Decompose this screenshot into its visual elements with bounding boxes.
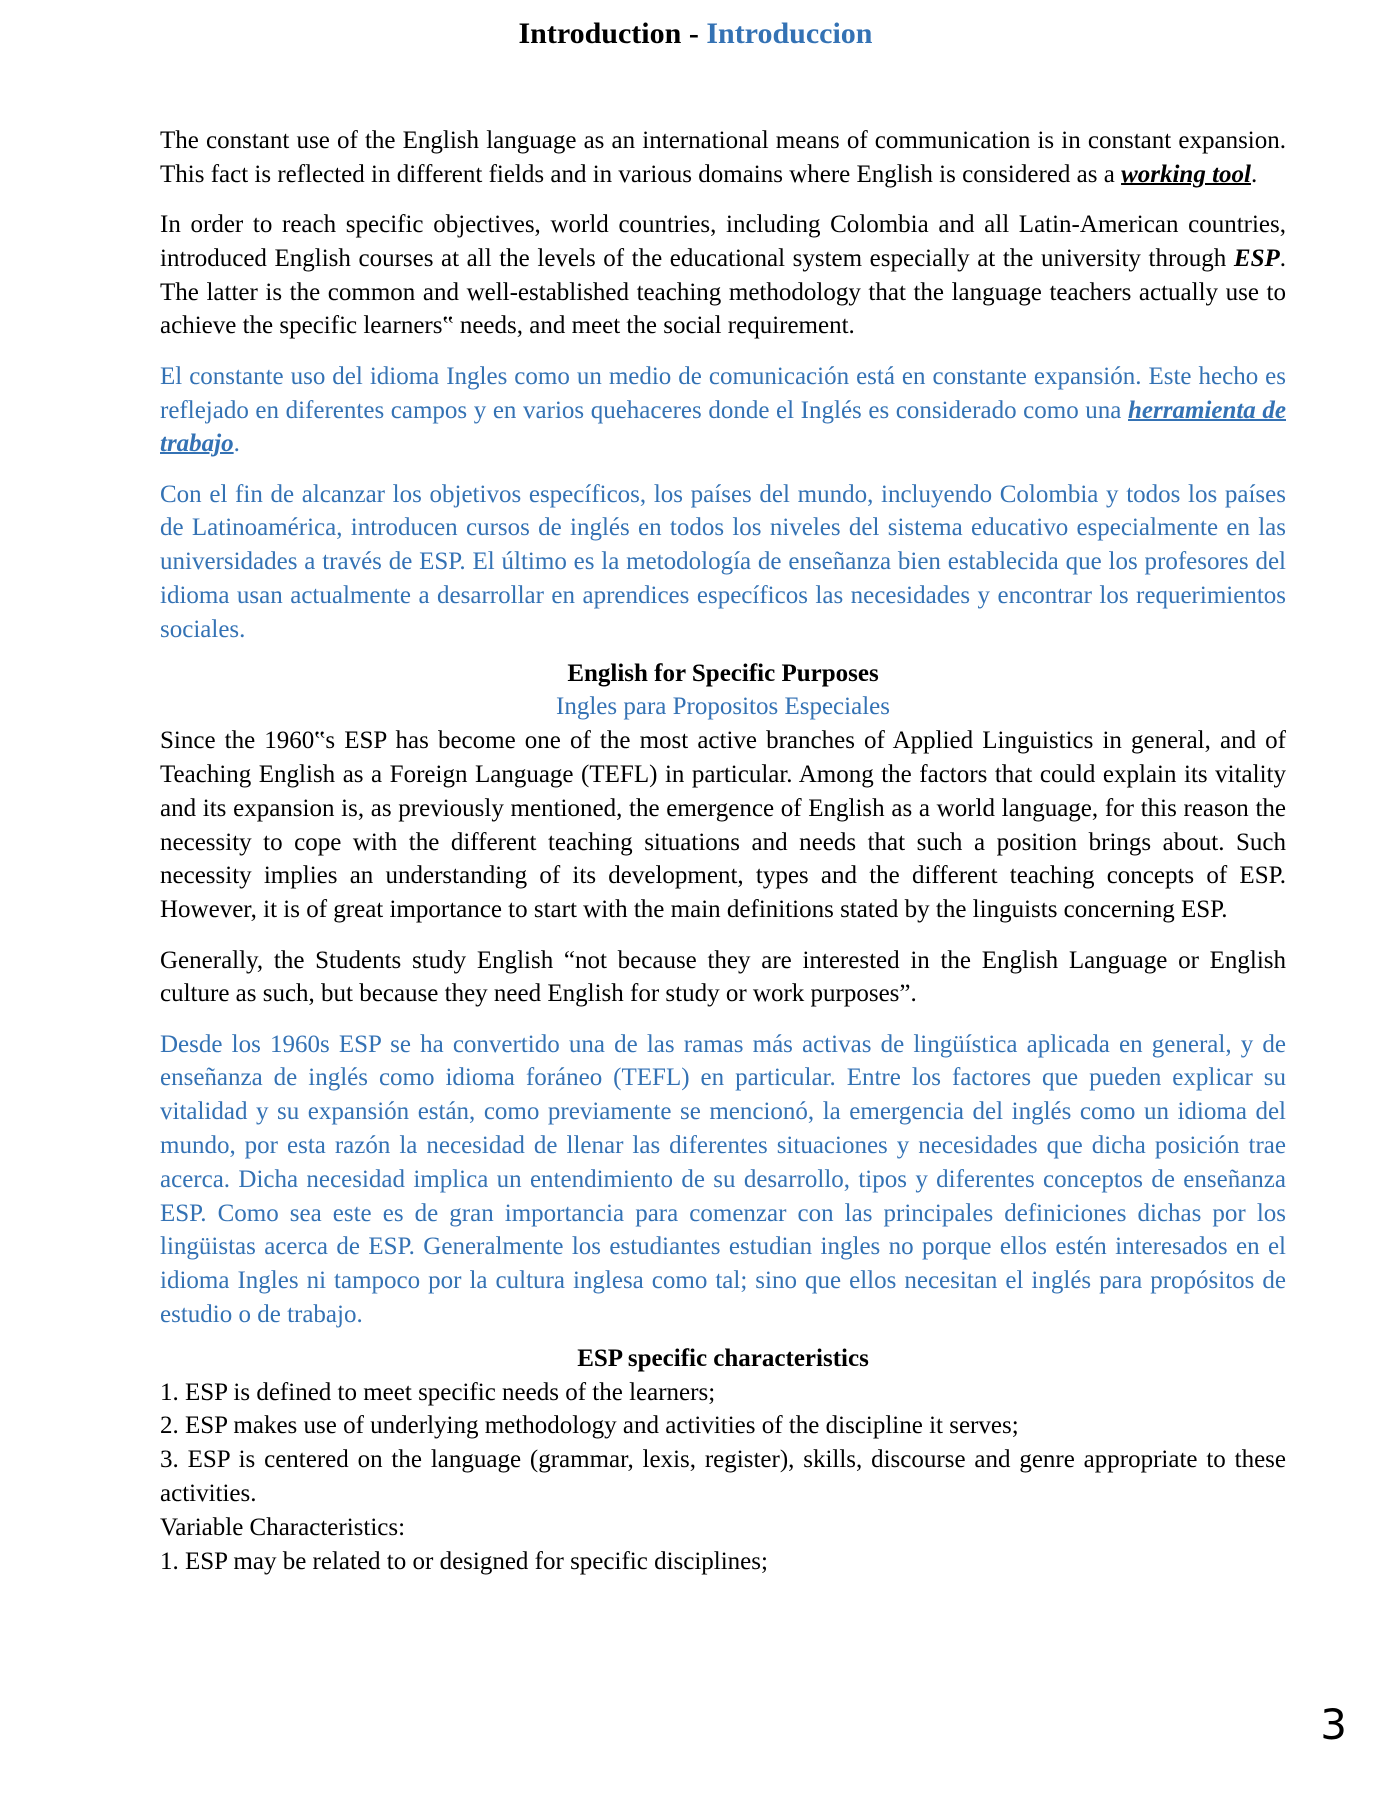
absolute-characteristic-item: 3. ESP is centered on the language (grammar, lexis, register), skills, discourse and genre appropriate to these activities. [160,1446,1286,1507]
page-number: 3 [1320,1700,1347,1749]
intro-paragraph-1 [160,124,1286,192]
title-english: Introduction [518,17,682,50]
text-run: . [1250,160,1258,188]
section-heading-characteristics: ESP specific characteristics [577,1344,869,1372]
text-run: The constant use of the English language as an international means of communication is in constant expansion. This fact is reflected in different fields and in various domains where English is considered as a [160,127,1286,188]
text-run: . [233,430,240,458]
esp-paragraph-1: Since the 1960‟s ESP has become one of the most active branches of Applied Linguistics in general, and of Teaching English as a Foreign Language (TEFL) in particular. Among the factors that could explain its vitality and its expansion is, as previously mentioned, the emergence of English as a world language, for this reason the necessity to cope with the different teaching situations and needs that such a position brings about. Such necessity implies an understanding of its development, types and the different teaching concepts of ESP. However, it is of great importance to start with the main definitions stated by the linguists concerning ESP. [160,727,1286,924]
text-run: In order to reach specific objectives, world countries, including Colombia and all Latin-American countries, introduced English courses at all the levels of the educational system especially at the university through [160,211,1286,272]
title-separator: - [681,17,707,50]
absolute-characteristic-item: 1. ESP is defined to meet specific needs of the learners; [160,1378,716,1406]
esp-paragraph-3-spanish: Desde los 1960s ESP se ha convertido una de las ramas más activas de lingüística aplicada en general, y de enseñanza de inglés como idioma foráneo (TEFL) en particular. Entre los factores que pueden explicar su vitalidad y su expansión están, como previamente se mencionó, la emergencia del inglés como un idioma del mundo, por esta razón la necesidad de llenar las diferentes situaciones y necesidades que dicha posición trae acerca. Dicha necesidad implica un entendimiento de su desarrollo, tipos y diferentes conceptos de enseñanza ESP. Como sea este es de gran importancia para comenzar con las principales definiciones dichas por los lingüistas acerca de ESP. Generalmente los estudiantes estudian ingles no porque ellos estén interesados en el idioma Ingles ni tampoco por la cultura inglesa como tal; sino que ellos necesitan el inglés para propósitos de estudio o de trabajo. [160,1030,1286,1328]
text-run: . The latter is the common and well-established teaching methodology that the language teachers actually use to achieve the specific learners‟ needs, and meet the social requirement. [160,244,1286,340]
title-spanish: Introduccion [706,17,873,50]
intro-paragraph-2 [160,208,1286,343]
document-body [160,124,1286,1578]
absolute-characteristic-item: 2. ESP makes use of underlying methodology and activities of the discipline it serves; [160,1412,1019,1440]
emphasis-esp: ESP [1233,244,1280,272]
page-title [0,14,1391,54]
emphasis-working-tool: working tool [1121,160,1251,188]
emphasis-herramienta-de-trabajo: herramienta de trabajo [160,396,1286,458]
intro-paragraph-3-spanish [160,360,1286,461]
variable-characteristics-label: Variable Characteristics: [160,1513,406,1541]
esp-paragraph-2: Generally, the Students study English “not because they are interested in the English Language or English culture as such, but because they need English for study or work purposes”. [160,946,1286,1008]
section-heading-esp: English for Specific Purposes [567,659,879,687]
text-run: El constante uso del idioma Ingles como un medio de comunicación está en constante expansión. Este hecho es reflejado en diferentes campos y en varios quehaceres donde el Inglés es considerado como una [160,362,1286,424]
section-subheading-esp-spanish: Ingles para Propositos Especiales [556,693,890,721]
variable-characteristic-item: 1. ESP may be related to or designed for specific disciplines; [160,1547,768,1575]
intro-paragraph-4-spanish: Con el fin de alcanzar los objetivos específicos, los países del mundo, incluyendo Colombia y todos los países de Latinoamérica, introducen cursos de inglés en todos los niveles del sistema educativo especialmente en las universidades a través de ESP. El último es la metodología de enseñanza bien establecida que los profesores del idioma usan actualmente a desarrollar en aprendices específicos las necesidades y encontrar los requerimientos sociales. [160,480,1286,643]
